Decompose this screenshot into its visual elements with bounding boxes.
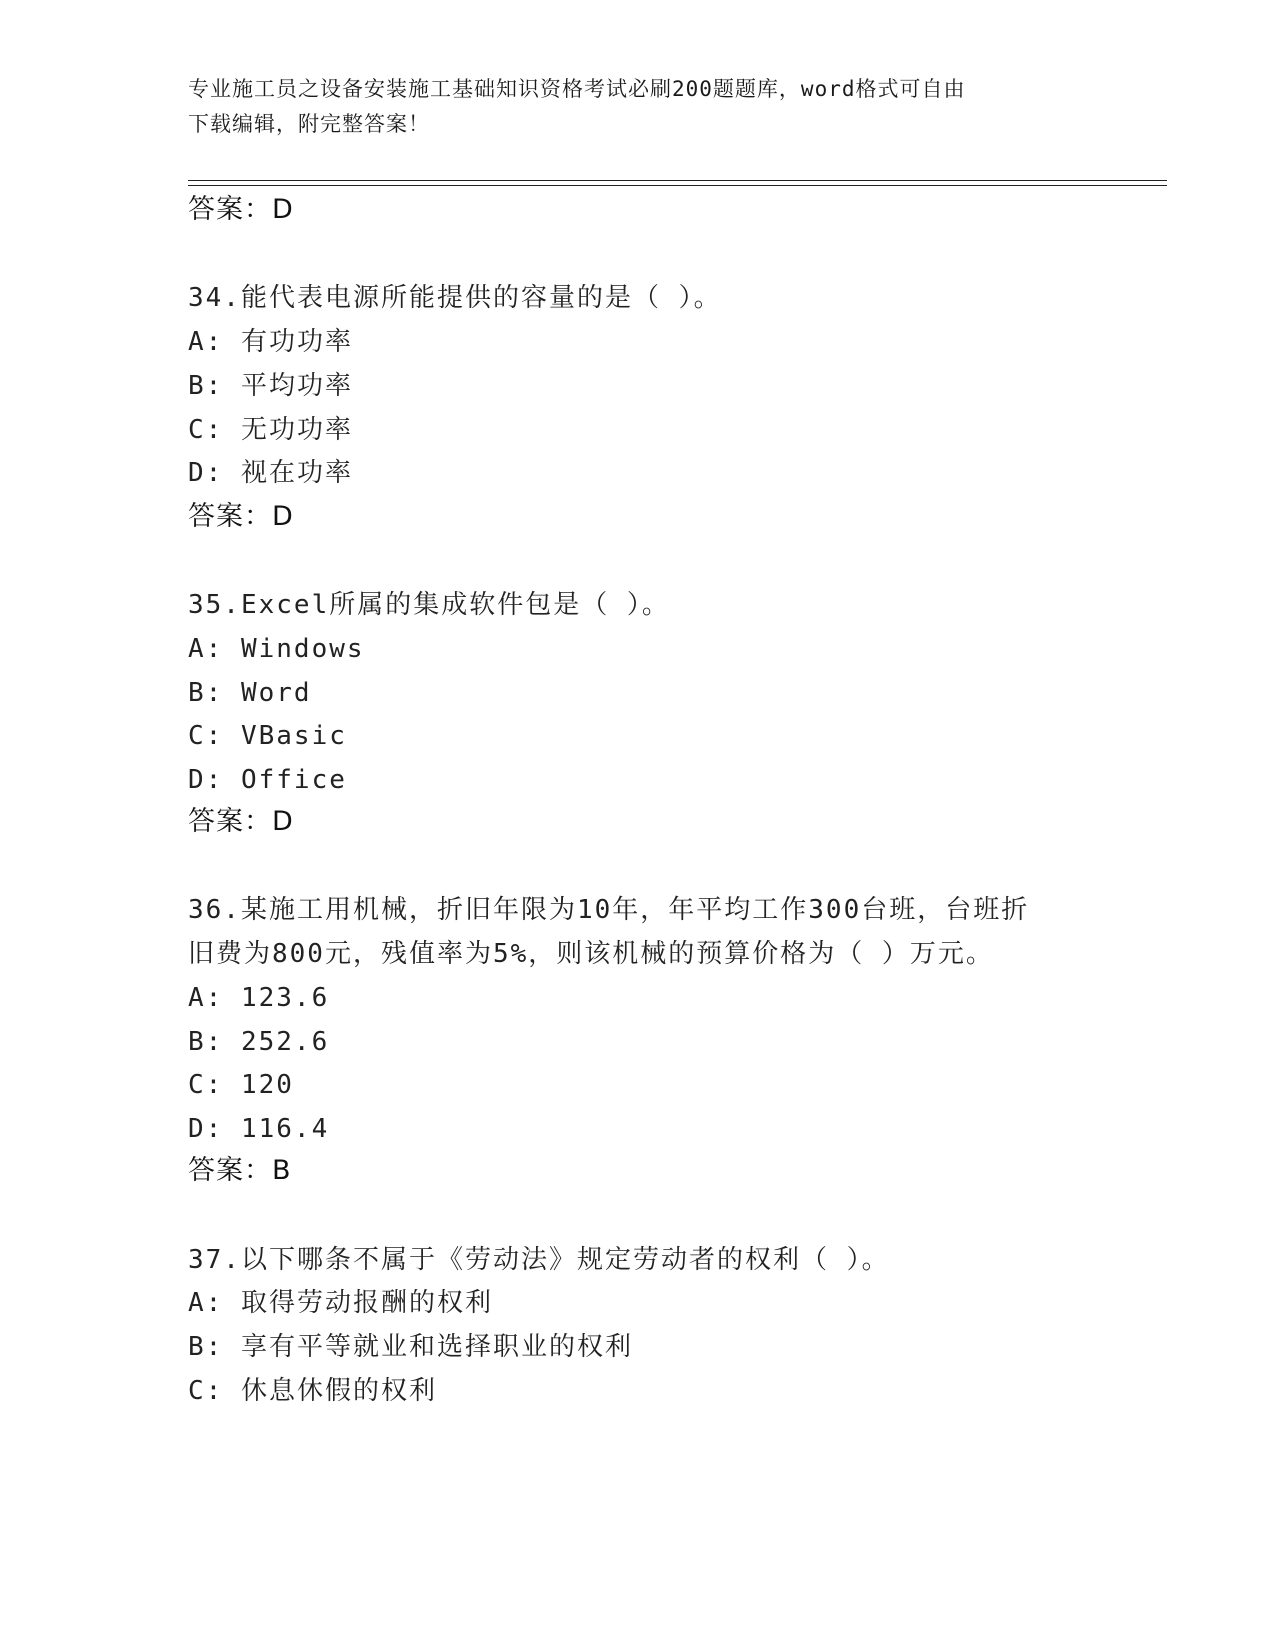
header-line-2: 下载编辑，附完整答案！ <box>188 112 430 136</box>
header-divider-top <box>188 180 1167 181</box>
question-34-option-c: C: 无功功率 <box>188 415 353 445</box>
question-36-option-a: A: 123.6 <box>188 983 330 1013</box>
question-36-option-b: B: 252.6 <box>188 1027 330 1057</box>
question-37-option-c: C: 休息休假的权利 <box>188 1376 437 1406</box>
question-37-option-a: A: 取得劳动报酬的权利 <box>188 1288 493 1318</box>
question-34-stem: 34.能代表电源所能提供的容量的是（ ）。 <box>188 283 722 313</box>
document-header <box>188 72 1068 142</box>
question-36-stem-line-1: 36.某施工用机械，折旧年限为10年，年平均工作300台班，台班折 <box>188 895 1030 925</box>
question-34-option-b: B: 平均功率 <box>188 371 353 401</box>
header-divider-bottom <box>188 185 1167 186</box>
question-36-option-c: C: 120 <box>188 1070 294 1100</box>
answer-q35: 答案：D <box>188 806 294 837</box>
question-37-option-b: B: 享有平等就业和选择职业的权利 <box>188 1332 633 1362</box>
question-35-option-c: C: VBasic <box>188 721 347 751</box>
question-35-option-d: D: Office <box>188 765 347 795</box>
question-34-option-d: D: 视在功率 <box>188 458 353 488</box>
question-35-option-a: A: Windows <box>188 634 365 664</box>
answer-q33: 答案：D <box>188 194 294 225</box>
answer-q34: 答案：D <box>188 501 294 532</box>
question-34-option-a: A: 有功功率 <box>188 327 353 357</box>
question-36-option-d: D: 116.4 <box>188 1114 330 1144</box>
header-line-1: 专业施工员之设备安装施工基础知识资格考试必刷200题题库，word格式可自由 <box>188 77 966 101</box>
question-36-stem-line-2: 旧费为800元，残值率为5%，则该机械的预算价格为（ ）万元。 <box>188 939 994 969</box>
question-35-option-b: B: Word <box>188 678 312 708</box>
question-35-stem: 35.Excel所属的集成软件包是（ ）。 <box>188 590 670 620</box>
answer-q36: 答案：B <box>188 1155 292 1186</box>
question-37-stem: 37.以下哪条不属于《劳动法》规定劳动者的权利（ ）。 <box>188 1245 890 1275</box>
